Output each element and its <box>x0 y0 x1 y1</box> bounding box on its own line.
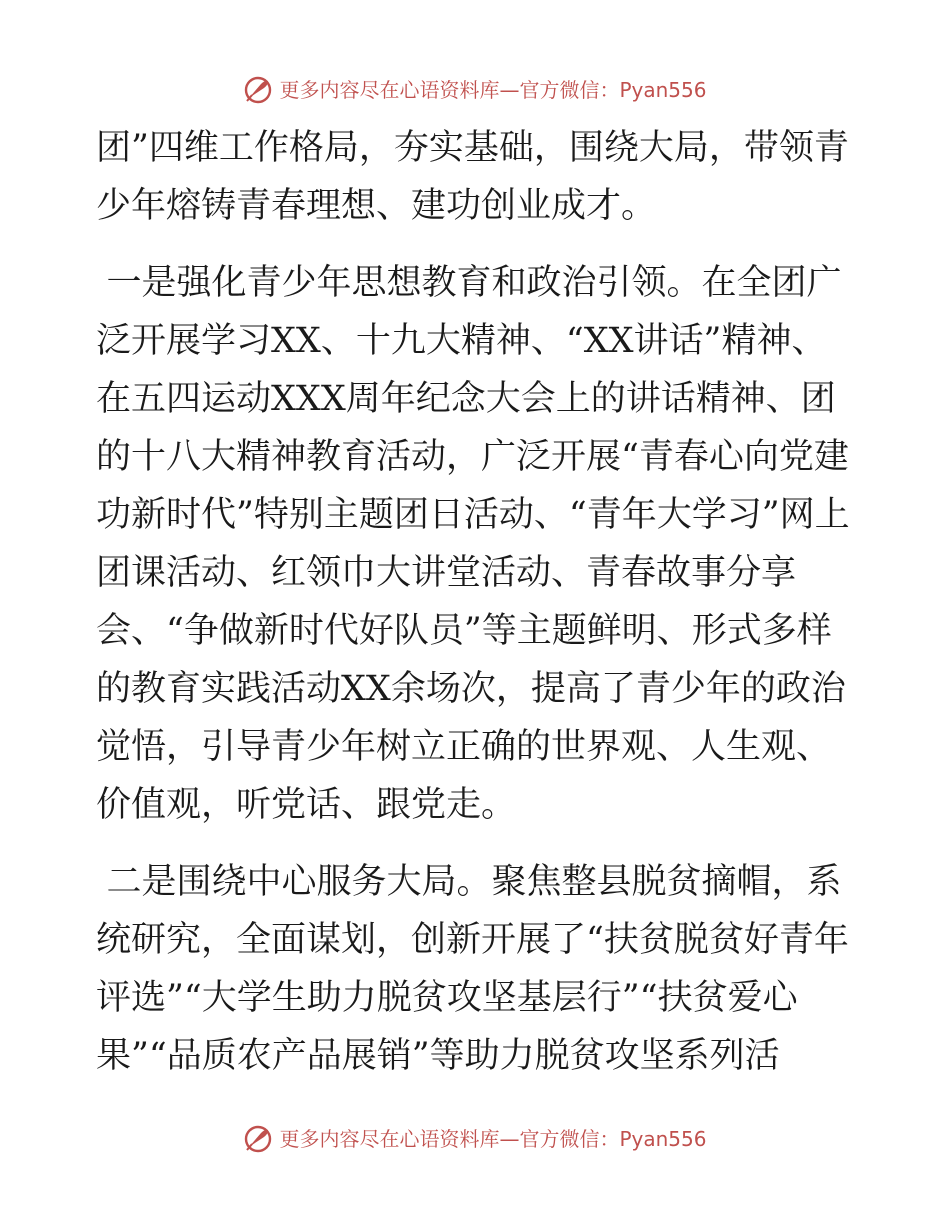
footer-watermark-text: 更多内容尽在心语资料库—官方微信：Pyan556 <box>279 1127 707 1151</box>
paragraph-serve-overall-situation: 二是围绕中心服务大局。聚焦整县脱贫摘帽，系统研究，全面谋划，创新开展了“扶贫脱贫好青年评选”“大学生助力脱贫攻坚基层行”“扶贫爱心果”“品质农产品展销”等助力脱贫攻坚系列活 <box>96 862 849 1076</box>
paragraph-ideological-education: 一是强化青少年思想教育和政治引领。在全团广泛开展学习XX、十九大精神、“XX讲话”精神、在五四运动XXX周年纪念大会上的讲话精神、团的十八大精神教育活动，广泛开展“青春心向党建功新时代”特别主题团日活动、“青年大学习”网上团课活动、红领巾大讲堂活动、青春故事分享会、“争做新时代好队员”等主题鲜明、形式多样的教育实践活动XX余场次，提高了青少年的政治觉悟，引导青少年树立正确的世界观、人生观、价值观，听党话、跟党走。 <box>96 263 850 825</box>
quill-pen-circle-icon <box>243 1124 273 1154</box>
footer-watermark <box>0 1124 950 1154</box>
header-watermark <box>0 75 950 105</box>
quill-pen-circle-icon <box>243 75 273 105</box>
document-body <box>96 119 856 1085</box>
header-watermark-text: 更多内容尽在心语资料库—官方微信：Pyan556 <box>279 78 707 102</box>
paragraph-continuation: 团”四维工作格局，夯实基础，围绕大局，带领青少年熔铸青春理想、建功创业成才。 <box>96 128 849 226</box>
